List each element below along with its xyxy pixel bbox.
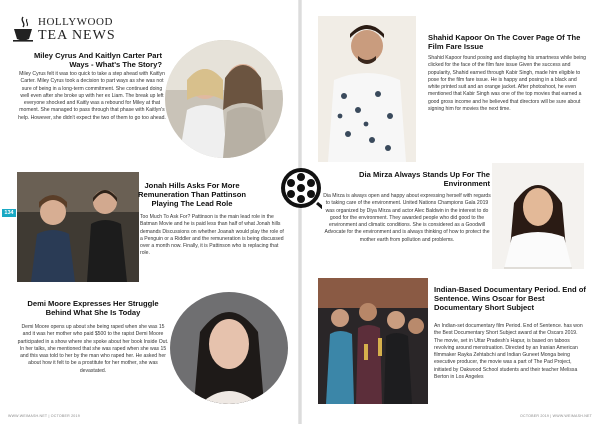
miley-photo xyxy=(165,40,283,158)
footer-right: OCTOBER 2019 | WWW.WEIMASH.NET xyxy=(520,414,592,418)
masthead xyxy=(12,15,122,45)
masthead-line1: HOLLYWOOD xyxy=(38,16,113,28)
jonah-body: Too Much To Ask For? Pattinson is the main lead role in the Batman Movie and he is paid less than half of what Jonah hills demands Discussions on whether Joanah would play the role of a Penguin or a Riddler and the remuneration is being discussed over a month now. Finally, it is Pattinson who is replacing that role. xyxy=(140,214,284,257)
dia-photo xyxy=(492,163,584,269)
shahid-body: Shahid Kapoor found posing and displaying his smartness while being clicked for the face of the film fare issue Given the success and popularity, Shahid earned through Kabir Singh, made him eligible to pose for the film fare issue. He is happy and posing in a black and white printed suit and an orange jacket. After photoshoot, he even mentioned that Kabir Singh was one of the top movies that earned a good gross income and he believed that directors will be sure about signing him for movies the next time. xyxy=(428,55,587,113)
footer-left: WWW.WEIMASH.NET | OCTOBER 2019 xyxy=(8,414,80,418)
jonah-headline: Jonah Hills Asks For More Remuneration Than Pattinson Playing The Lead Role xyxy=(137,181,246,208)
shahid-photo xyxy=(318,16,416,162)
miley-body: Miley Cyrus felt it was too quick to take a step ahead with Kaitlyn Carter. Miley Cyrus took a decision to part ways as she was not sure of being in a long-term commitment. She continued doing well even after she broke up with her ex Liam. The break up left everyone shocked and Kaitly was a rebound for Miley at that moment. She managed to pass through that phase with Kaitlyn's help. However, she didn't expect the two of them to go too ahead. xyxy=(18,71,166,121)
documentary-headline: Indian-Based Documentary Period. End of Sentence. Wins Oscar for Best Documentary Short Subject xyxy=(434,285,586,312)
page-number: 134 xyxy=(2,209,16,217)
shahid-headline: Shahid Kapoor On The Cover Page Of The Film Fare Issue xyxy=(428,33,581,51)
jonah-photo xyxy=(17,172,139,282)
film-reel-icon xyxy=(280,167,322,209)
documentary-body: An Indian-set documentary film Period. End of Sentence. has won the Best Documentary Short Subject award at the Oscars 2019. The movie, set in Uttar Pradesh's Hapur, is based on taboos revolving around menstruation. Directed by an Iranian American filmmaker Rayka Zehtabchi and Indian Guneet Monga being executive producer, the movie was a part of The Pad Project, initiated by Oakwood School students and their teacher Melissa Berton in Los Angeles xyxy=(434,323,583,381)
dia-body: Dia Mirza is always open and happy about expressing herself with regards to taking care of the environment. United Nations Champions Gala 2019 was organized by Diya Mirza and actor Alec Baldwin in the interest to do good for the environment. They awarded people who did good to the environment and climatic conditions. She is considered as a Goodwill Advocate for the environment and is always thinking of how to protect the mother earth from pollution and problems. xyxy=(323,193,491,243)
miley-headline: Miley Cyrus And Kaitlyn Carter Part Ways - What's The Story? xyxy=(33,51,162,69)
teacup-icon xyxy=(12,15,34,43)
demi-headline: Demi Moore Expresses Her Struggle Behind What She Is Today xyxy=(27,299,159,317)
demi-body: Demi Moore opens up about she being raped when she was 15 and it was her mother who paid $500 to the rapist Demi Moore participated in a show where she spoke about her book Inside Out. In her talks, she mentioned that she was raped when she was 15 and this was told to her by the man who raped her. He asked her about how it felt to be a prostitute for her mother, she was devastated. xyxy=(17,324,169,374)
documentary-photo xyxy=(318,278,428,404)
demi-photo xyxy=(170,292,288,404)
dia-headline: Dia Mirza Always Stands Up For The Environment xyxy=(359,170,490,188)
masthead-line2: TEA NEWS xyxy=(38,28,116,43)
page-spine xyxy=(298,0,302,424)
